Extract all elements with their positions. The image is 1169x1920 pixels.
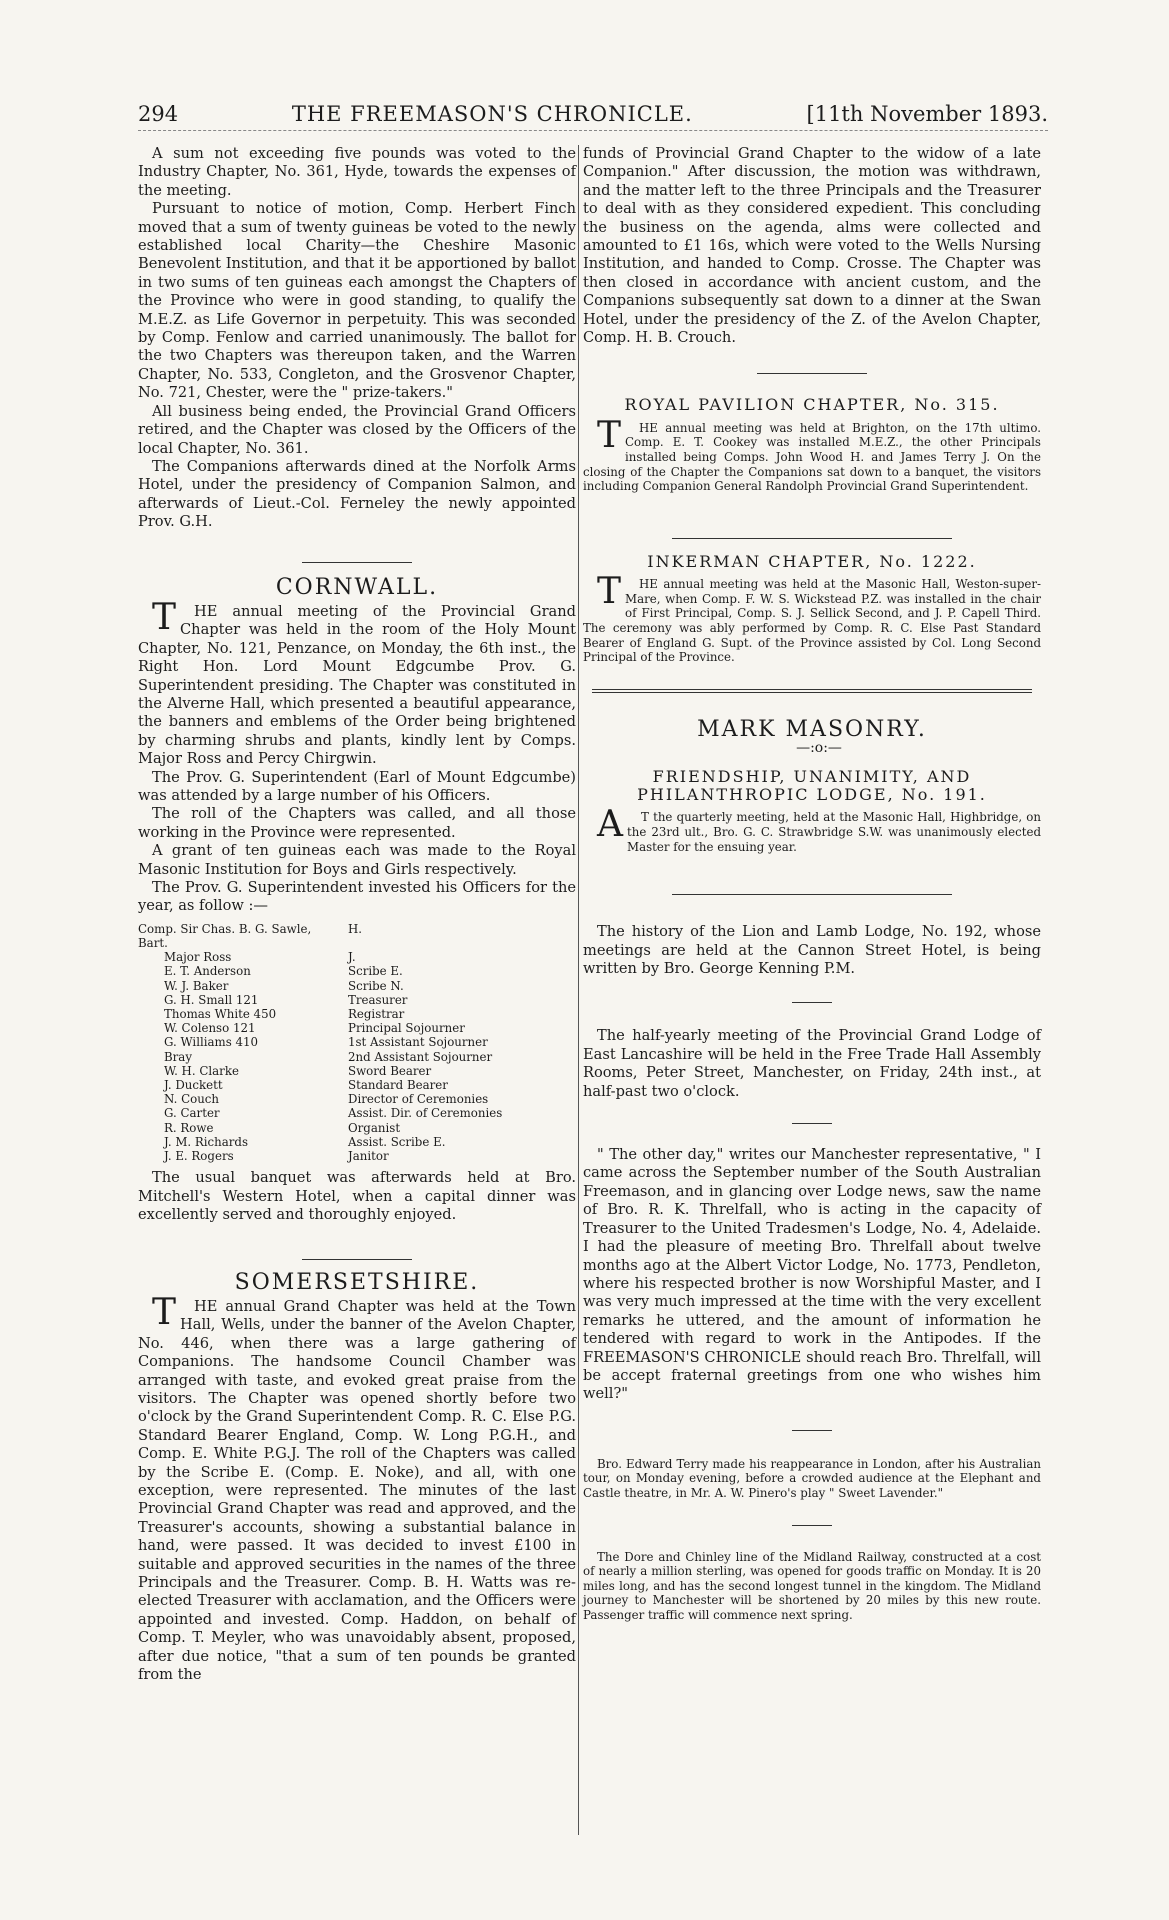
- officer-role: Assist. Scribe E.: [348, 1134, 446, 1149]
- paragraph: funds of Provincial Grand Chapter to the widow of a late Companion." After discussion, the motion was withdrawn, and the matter left to the three Principals and the Treasurer to deal with as they considered expedient. This concluding the business on the agenda, alms were collected and amounted to £1 16s, which were voted to the Wells Nursing Institution, and handed to Comp. Crosse. The Chapter was then closed in accordance with ancient custom, and the Companions subsequently sat down to a dinner at the Swan Hotel, under the presidency of the Z. of the Avelon Chapter, Comp. H. B. Crouch.: [583, 145, 1041, 347]
- officer-role: Organist: [348, 1120, 401, 1135]
- leader-dots: [314, 950, 348, 964]
- masthead-title: THE FREEMASON'S CHRONICLE.: [291, 102, 693, 126]
- officer-role: Treasurer: [348, 992, 408, 1007]
- officer-row: [138, 922, 576, 950]
- leader-dots: [314, 1106, 348, 1120]
- officer-role: H.: [348, 921, 363, 936]
- paragraph: THE annual meeting was held at the Masonic Hall, Weston-super-Mare, when Comp. F. W. S. Wickstead P.Z. was installed in the chair of First Principal, Comp. S. J. Sellick Second, and J. P. Capell Third. The ceremony was ably performed by Comp. R. C. Else Past Standard Bearer of England G. Supt. of the Province assisted by Col. Long Second Principal of the Province.: [583, 571, 1041, 665]
- officer-role: J.: [348, 950, 356, 965]
- paragraph: A grant of ten guineas each was made to the Royal Masonic Institution for Boys and Girls respectively.: [138, 842, 576, 878]
- officer-row: [138, 1021, 576, 1035]
- officer-row: [138, 1035, 576, 1049]
- header-rule: [138, 130, 1048, 131]
- section-heading-inkerman: INKERMAN CHAPTER, No. 1222.: [647, 551, 977, 571]
- officer-role: Sword Bearer: [348, 1063, 432, 1078]
- section-rule: [672, 894, 952, 895]
- leader-dots: [314, 1135, 348, 1149]
- short-rule: [792, 1002, 832, 1003]
- officer-name: R. Rowe: [164, 1120, 214, 1135]
- officer-name: Thomas White 450: [164, 1007, 277, 1022]
- subheading-friendship-lodge: FRIENDSHIP, UNANIMITY, AND PHILANTHROPIC LODGE, No. 191.: [637, 766, 987, 805]
- officer-role: Janitor: [348, 1149, 389, 1164]
- short-rule: [792, 1430, 832, 1431]
- leader-dots: [314, 1064, 348, 1078]
- officers-table: [138, 922, 576, 1163]
- officer-row: [138, 1078, 576, 1092]
- paragraph: " The other day," writes our Manchester representative, " I came across the September number of the South Australian Freemason, and in glancing over Lodge news, saw the name of Bro. R. K. Threlfall, who is acting in the capacity of Treasurer to the United Tradesmen's Lodge, No. 4, Adelaide. I had the pleasure of meeting Bro. Threlfall about twelve months ago at the Albert Victor Lodge, No. 1773, Pendleton, where his respected brother is now Worshipful Master, and I was very much impressed at the time with the very excellent remarks he uttered, and the amount of information he tendered with regard to work in the Antipodes. If the FREEMASON'S CHRONICLE should reach Bro. Threlfall, will be accept fraternal greetings from one who wishes him well?": [583, 1146, 1041, 1403]
- left-column: [138, 145, 576, 1684]
- short-rule: [792, 1525, 832, 1526]
- leader-dots: [314, 1092, 348, 1106]
- officer-row: [138, 1064, 576, 1078]
- section-heading-royal-pavilion: ROYAL PAVILION CHAPTER, No. 315.: [624, 395, 1000, 415]
- section-heading-mark-masonry: MARK MASONRY.: [697, 716, 927, 742]
- leader-dots: [314, 964, 348, 978]
- section-rule: [302, 1259, 412, 1260]
- officer-name: W. Colenso 121: [164, 1021, 256, 1036]
- officer-name: G. Williams 410: [164, 1035, 259, 1050]
- leader-dots: [314, 1050, 348, 1064]
- officer-name: Comp. Sir Chas. B. G. Sawle, Bart.: [138, 921, 312, 951]
- section-rule: [302, 562, 412, 563]
- officer-name: Major Ross: [164, 950, 232, 965]
- officer-name: N. Couch: [164, 1092, 219, 1107]
- officer-role: Assist. Dir. of Ceremonies: [348, 1106, 503, 1121]
- leader-dots: [314, 1149, 348, 1163]
- short-rule: [792, 1123, 832, 1124]
- page-number: 294: [138, 102, 179, 126]
- paragraph: The Dore and Chinley line of the Midland Railway, constructed at a cost of nearly a million sterling, was opened for goods traffic on Monday. It is 20 miles long, and has the second longest tunnel in the kingdom. The Midland journey to Manchester will be shortened by 20 miles by this new route. Passenger traffic will commence next spring.: [583, 1549, 1041, 1622]
- officer-row: [138, 1050, 576, 1064]
- right-column: [583, 145, 1041, 1623]
- leader-dots: [314, 922, 348, 950]
- officer-role: Scribe E.: [348, 964, 403, 979]
- section-heading-somersetshire: SOMERSETSHIRE.: [234, 1269, 480, 1295]
- leader-dots: [314, 1021, 348, 1035]
- officer-role: Standard Bearer: [348, 1078, 448, 1093]
- issue-date: [11th November 1893.: [806, 102, 1048, 126]
- officer-role: 1st Assistant Sojourner: [348, 1035, 488, 1050]
- officer-name: W. J. Baker: [164, 978, 229, 993]
- officer-row: [138, 1007, 576, 1021]
- officer-row: [138, 1092, 576, 1106]
- officer-row: [138, 1135, 576, 1149]
- leader-dots: [314, 979, 348, 993]
- officer-name: G. H. Small 121: [164, 992, 259, 1007]
- officer-row: [138, 950, 576, 964]
- officer-row: [138, 1121, 576, 1135]
- officer-name: J. E. Rogers: [164, 1149, 234, 1164]
- paragraph: The half-yearly meeting of the Provincial Grand Lodge of East Lancashire will be held in the Free Trade Hall Assembly Rooms, Peter Street, Manchester, on Friday, 24th inst., at half-past two o'clock.: [583, 1027, 1041, 1100]
- officer-role: Director of Ceremonies: [348, 1092, 489, 1107]
- officer-role: 2nd Assistant Sojourner: [348, 1049, 493, 1064]
- paragraph: The Prov. G. Superintendent (Earl of Mount Edgcumbe) was attended by a large number of his Officers.: [138, 768, 576, 804]
- leader-dots: [314, 1035, 348, 1049]
- paragraph: THE annual Grand Chapter was held at the Town Hall, Wells, under the banner of the Avelon Chapter, No. 446, when there was a large gathering of Companions. The handsome Council Chamber was arranged with taste, and evoked great praise from the visitors. The Chapter was opened shortly before two o'clock by the Grand Superintendent Comp. R. C. Else P.G. Standard Bearer England, Comp. W. Long P.G.H., and Comp. E. White P.G.J. The roll of the Chapters was called by the Scribe E. (Comp. E. Noke), and all, with one exception, were represented. The minutes of the last Provincial Grand Chapter was read and approved, and the Treasurer's accounts, showing a substantial balance in hand, were passed. It was decided to invest £100 in suitable and approved securities in the names of the three Principals and the Treasurer. Comp. B. H. Watts was re-elected Treasurer with acclamation, and the Officers were appointed and invested. Comp. Haddon, on behalf of Comp. T. Meyler, who was unavoidably absent, proposed, after due notice, "that a sum of ten pounds be granted from the: [138, 1291, 576, 1684]
- double-rule: [592, 689, 1032, 693]
- officer-name: E. T. Anderson: [164, 964, 251, 979]
- paragraph: The history of the Lion and Lamb Lodge, No. 192, whose meetings are held at the Cannon Street Hotel, is being written by Bro. George Kenning P.M.: [583, 923, 1041, 978]
- officer-name: W. H. Clarke: [164, 1063, 239, 1078]
- officer-row: [138, 993, 576, 1007]
- section-rule: [757, 373, 867, 374]
- officer-role: Registrar: [348, 1007, 405, 1022]
- paragraph: THE annual meeting of the Provincial Grand Chapter was held in the room of the Holy Mount Chapter, No. 121, Penzance, on Monday, the 6th inst., the Right Hon. Lord Mount Edgcumbe Prov. G. Superintendent presiding. The Chapter was constituted in the Alverne Hall, which presented a beautiful appearance, the banners and emblems of the Order being brightened by charming shrubs and plants, kindly lent by Comps. Major Ross and Percy Chirgwin.: [138, 596, 576, 768]
- paragraph: The roll of the Chapters was called, and all those working in the Province were represented.: [138, 805, 576, 841]
- officer-role: Scribe N.: [348, 978, 404, 993]
- paragraph: All business being ended, the Provincial Grand Officers retired, and the Chapter was closed by the Officers of the local Chapter, No. 361.: [138, 402, 576, 457]
- leader-dots: [314, 993, 348, 1007]
- officer-role: Principal Sojourner: [348, 1021, 465, 1036]
- officer-name: G. Carter: [164, 1106, 220, 1121]
- paragraph: THE annual meeting was held at Brighton, on the 17th ultimo. Comp. E. T. Cookey was installed M.E.Z., the other Principals installed being Comps. John Wood H. and James Terry J. On the closing of the Chapter the Companions sat down to a banquet, the visitors including Companion General Randolph Provincial Grand Superintendent.: [583, 414, 1041, 494]
- leader-dots: [314, 1121, 348, 1135]
- officer-row: [138, 979, 576, 993]
- paragraph: AT the quarterly meeting, held at the Masonic Hall, Highbridge, on the 23rd ult., Bro. G. C. Strawbridge S.W. was unanimously elected Master for the ensuing year.: [597, 804, 1041, 854]
- leader-dots: [314, 1078, 348, 1092]
- section-heading-cornwall: CORNWALL.: [275, 574, 439, 600]
- officer-row: [138, 964, 576, 978]
- paragraph: Bro. Edward Terry made his reappearance in London, after his Australian tour, on Monday evening, before a crowded audience at the Elephant and Castle theatre, in Mr. A. W. Pinero's play " Sweet Lavender.": [583, 1456, 1041, 1500]
- section-rule: [672, 538, 952, 539]
- paragraph: The Prov. G. Superintendent invested his Officers for the year, as follow :—: [138, 879, 576, 915]
- paragraph: The usual banquet was afterwards held at Bro. Mitchell's Western Hotel, when a capital dinner was excellently served and thoroughly enjoyed.: [138, 1169, 576, 1224]
- officer-name: Bray: [164, 1049, 193, 1064]
- paragraph: The Companions afterwards dined at the Norfolk Arms Hotel, under the presidency of Companion Salmon, and afterwards of Lieut.-Col. Ferneley the newly appointed Prov. G.H.: [138, 457, 576, 531]
- paragraph: A sum not exceeding five pounds was voted to the Industry Chapter, No. 361, Hyde, towards the expenses of the meeting.: [138, 145, 576, 199]
- officer-row: [138, 1106, 576, 1120]
- column-divider: [578, 145, 579, 1835]
- ornament: —:o:—: [796, 740, 842, 757]
- officer-row: [138, 1149, 576, 1163]
- officer-name: J. Duckett: [164, 1078, 223, 1093]
- paragraph: Pursuant to notice of motion, Comp. Herbert Finch moved that a sum of twenty guineas be voted to the newly established local Charity—the Cheshire Masonic Benevolent Institution, and that it be apportioned by ballot in two sums of ten guineas each amongst the Chapters of the Province who were in good standing, to qualify the M.E.Z. as Life Governor in perpetuity. This was seconded by Comp. Fenlow and carried unanimously. The ballot for the two Chapters was thereupon taken, and the Warren Chapter, No. 533, Congleton, and the Grosvenor Chapter, No. 721, Chester, were the " prize-takers.": [138, 200, 576, 402]
- officer-name: J. M. Richards: [164, 1134, 249, 1149]
- page-header: [138, 92, 1048, 126]
- leader-dots: [314, 1007, 348, 1021]
